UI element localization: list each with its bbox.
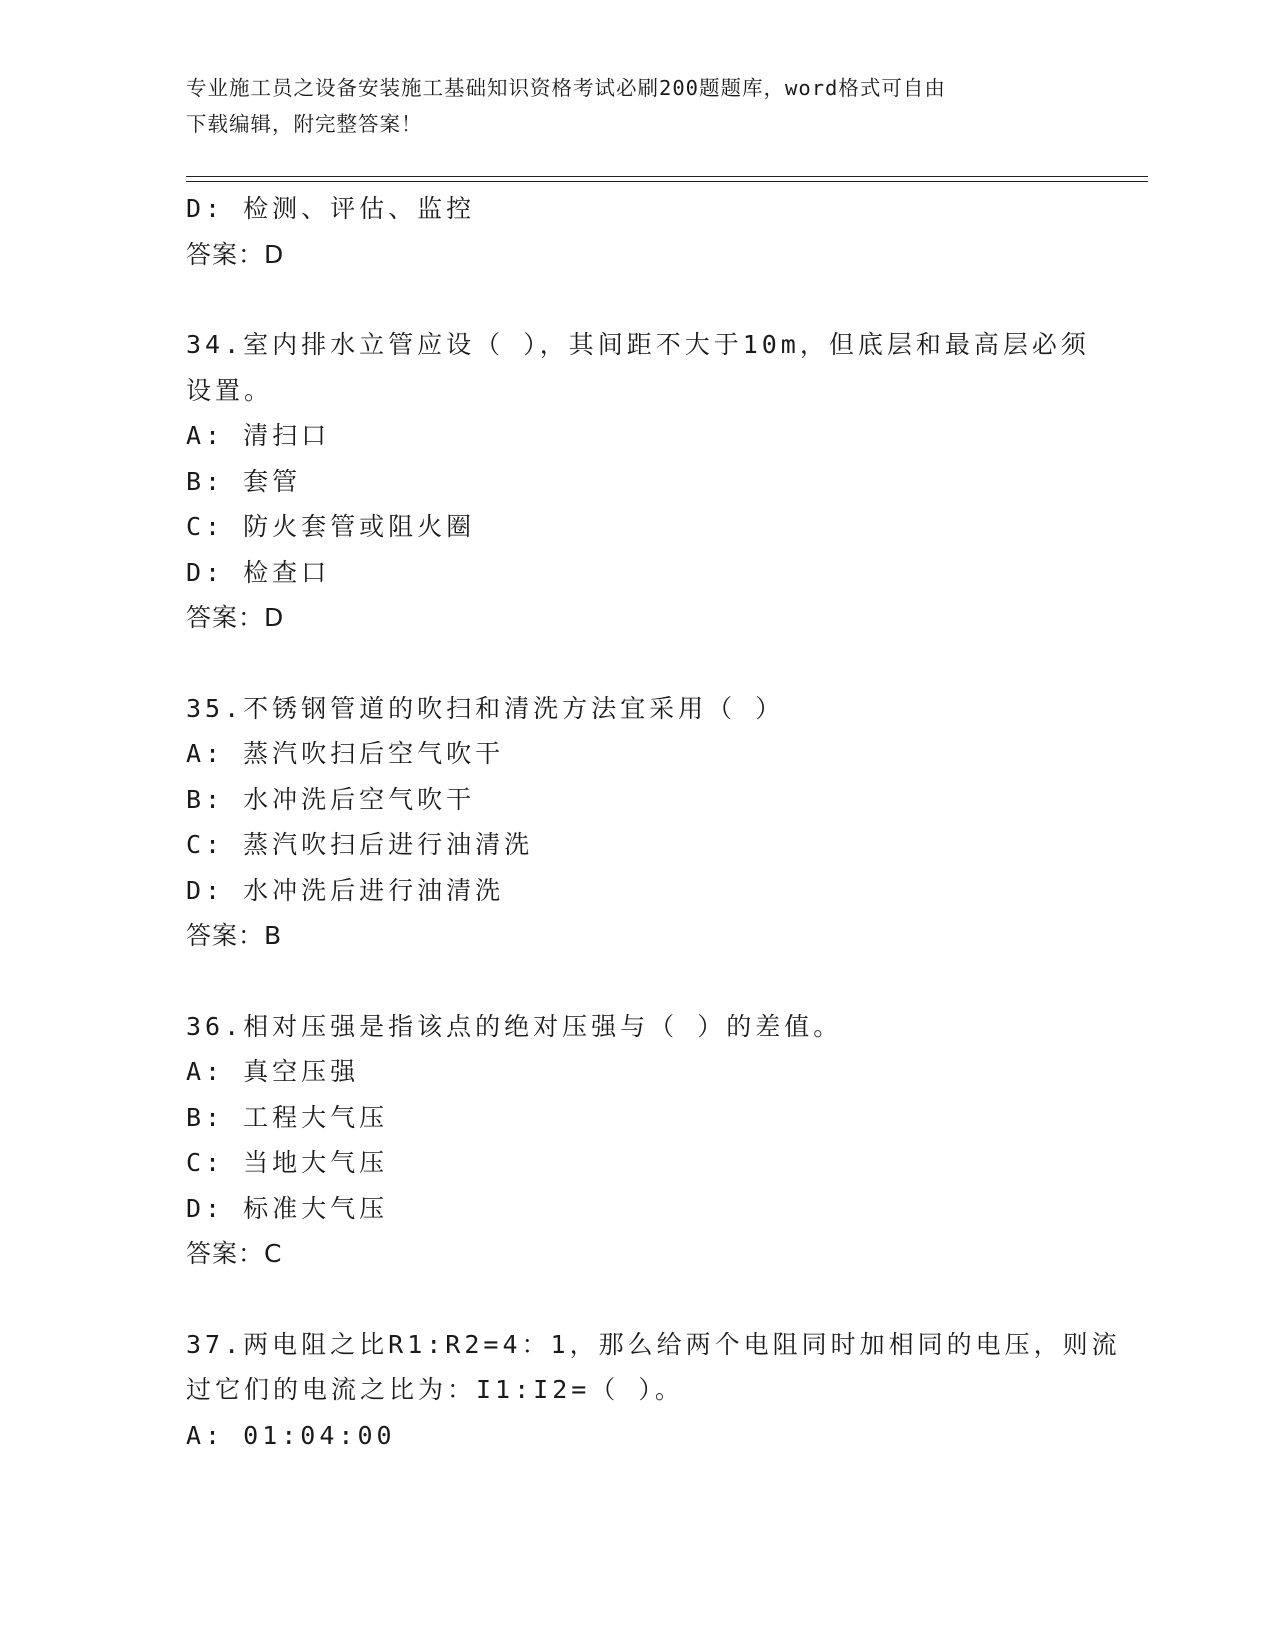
header-title-line-1: 专业施工员之设备安装施工基础知识资格考试必刷200题题库，word格式可自由 [186,76,946,100]
prev-answer: 答案：D [186,239,285,269]
answer: 答案：C [186,1239,283,1268]
option-a: A: 蒸汽吹扫后空气吹干 [186,739,505,768]
option-c: C: 防火套管或阻火圈 [186,512,476,541]
header-divider-top [186,176,1148,177]
question-stem: 35.不锈钢管道的吹扫和清洗方法宜采用（ ） [186,693,785,723]
option-d: D: 标准大气压 [186,1193,389,1223]
question-36 [186,1004,1086,1277]
spacer [186,1277,1086,1322]
option-a: A: 01:04:00 [186,1420,396,1450]
question-stem-continued: 设置。 [186,375,274,405]
header-title-line-2: 下载编辑，附完整答案！ [186,112,423,136]
answer: 答案：D [186,603,285,632]
question-list [186,186,1121,1458]
option-b: B: 工程大气压 [186,1102,389,1132]
spacer [186,641,1086,686]
spacer [186,277,1086,322]
question-stem: 36.相对压强是指该点的绝对压强与（ ）的差值。 [186,1011,843,1041]
option-b: B: 套管 [186,466,302,496]
question-stem: 37.两电阻之比R1:R2=4：1，那么给两个电阻同时加相同的电压，则流 [186,1329,1121,1359]
question-37 [186,1322,1121,1459]
option-d: D: 检查口 [186,557,331,587]
question-35 [186,686,1086,959]
answer: 答案：B [186,921,283,950]
question-stem: 34.室内排水立管应设（ ），其间距不大于10m，但底层和最高层必须 [186,330,1090,359]
question-34 [186,322,1090,641]
option-a: A: 真空压强 [186,1057,360,1086]
option-c: C: 蒸汽吹扫后进行油清洗 [186,830,534,859]
prev-option-d: D: 检测、评估、监控 [186,194,476,223]
document-header [186,70,1066,142]
spacer [186,959,1086,1004]
question-stem-continued: 过它们的电流之比为：I1:I2=（ ）。 [186,1375,684,1404]
option-a: A: 清扫口 [186,421,331,450]
option-b: B: 水冲洗后空气吹干 [186,784,476,814]
option-c: C: 当地大气压 [186,1148,389,1177]
header-divider-bottom [186,181,1148,182]
option-d: D: 水冲洗后进行油清洗 [186,875,505,905]
